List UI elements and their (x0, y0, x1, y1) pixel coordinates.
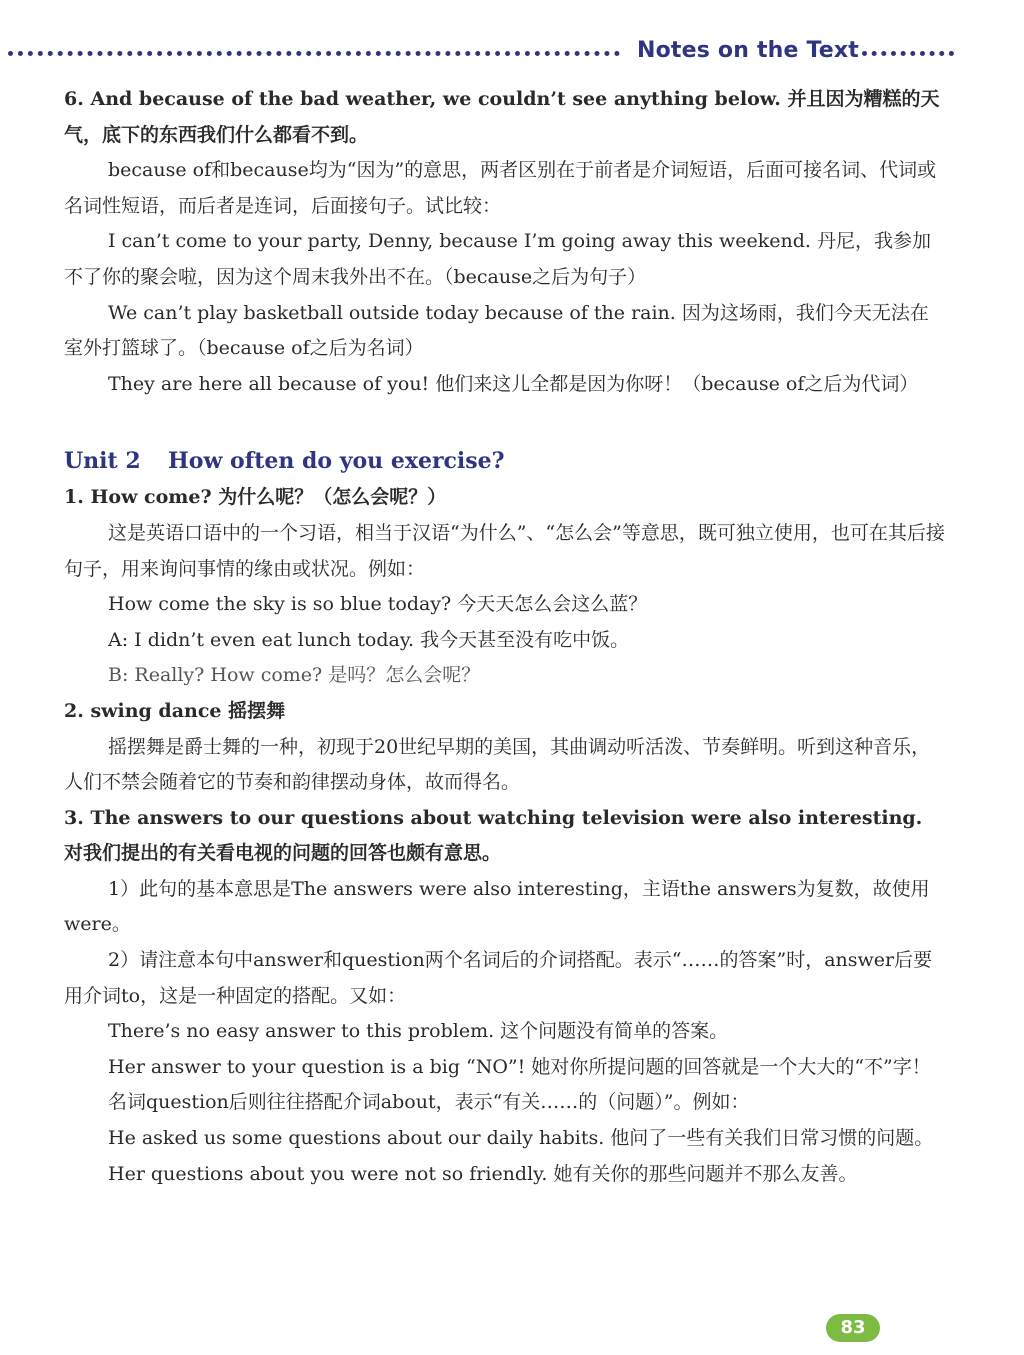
note-1-heading: 1. How come? 为什么呢？（怎么会呢？） (64, 486, 447, 509)
note-3-example-2: Her answer to your question is a big “NO”! 她对你所提问题的回答就是一个大大的“不”字！ (108, 1055, 931, 1078)
note-2-heading: 2. swing dance 摇摆舞 (64, 699, 286, 722)
unit-title: How often do you exercise? (168, 448, 505, 475)
note-6-example-1: I can’t come to your party, Denny, because I’m going away this weekend. 丹尼，我参加不了你的聚会啦，因为这个周末我外出不在。（because之后为句子） (64, 230, 932, 288)
note-6-explanation: because of和because均为“因为”的意思，两者区别在于前者是介词短语，后面可接名词、代词或名词性短语，而后者是连词，后面接句子。试比较： (64, 159, 937, 217)
note-3-example-1: There’s no easy answer to this problem. 这个问题没有简单的答案。 (108, 1020, 729, 1043)
note-6-example-2: We can’t play basketball outside today because of the rain. 因为这场雨，我们今天无法在室外打篮球了。（because of之后为名词） (64, 301, 929, 360)
note-1-example-1: How come the sky is so blue today? 今天天怎么会这么蓝？ (108, 593, 648, 616)
note-3-example-4: Her questions about you were not so friendly. 她有关你的那些问题并不那么友善。 (108, 1162, 858, 1185)
unit-heading (64, 442, 946, 480)
note-1-example-2: A: I didn’t even eat lunch today. 我今天甚至没有吃中饭。 (108, 628, 630, 651)
header-dotted-rule-left (8, 51, 620, 56)
note-3-point-1: 1）此句的基本意思是The answers were also interesting，主语the answers为复数，故使用were。 (64, 877, 930, 936)
note-3-point-3: 名词question后则往往搭配介词about，表示“有关……的（问题）”。例如： (108, 1091, 750, 1114)
note-6-heading: 6. And because of the bad weather, we couldn’t see anything below. 并且因为糟糕的天气，底下的东西我们什么都看不到。 (64, 88, 940, 146)
note-6-example-3: They are here all because of you! 他们来这儿全都是因为你呀！（because of之后为代词） (108, 372, 919, 395)
unit-number: Unit 2 (64, 448, 141, 475)
note-3-heading: 3. The answers to our questions about watching television were also interesting. 对我们提出的有关看电视的问题的回答也颇有意思。 (64, 806, 923, 865)
note-3-point-2: 2）请注意本句中answer和question两个名词后的介词搭配。表示“……的答案”时，answer后要用介词to，这是一种固定的搭配。又如： (64, 949, 933, 1007)
note-3-example-3: He asked us some questions about our daily habits. 他问了一些有关我们日常习惯的问题。 (108, 1127, 934, 1150)
page-content (64, 82, 946, 1192)
running-header (0, 36, 1024, 66)
note-1-explanation: 这是英语口语中的一个习语，相当于汉语“为什么”、“怎么会”等意思，既可独立使用，也可在其后接句子，用来询问事情的缘由或状况。例如： (64, 521, 945, 580)
note-2-explanation: 摇摆舞是爵士舞的一种，初现于20世纪早期的美国，其曲调动听活泼、节奏鲜明。听到这种音乐，人们不禁会随着它的节奏和韵律摆动身体，故而得名。 (64, 735, 931, 794)
header-dotted-rule-right (862, 51, 954, 56)
header-title: Notes on the Text (637, 38, 860, 63)
section-spacer (64, 402, 946, 438)
page-number-badge: 83 (826, 1314, 880, 1342)
note-1-example-3: B: Really? How come? 是吗？怎么会呢？ (108, 664, 481, 687)
